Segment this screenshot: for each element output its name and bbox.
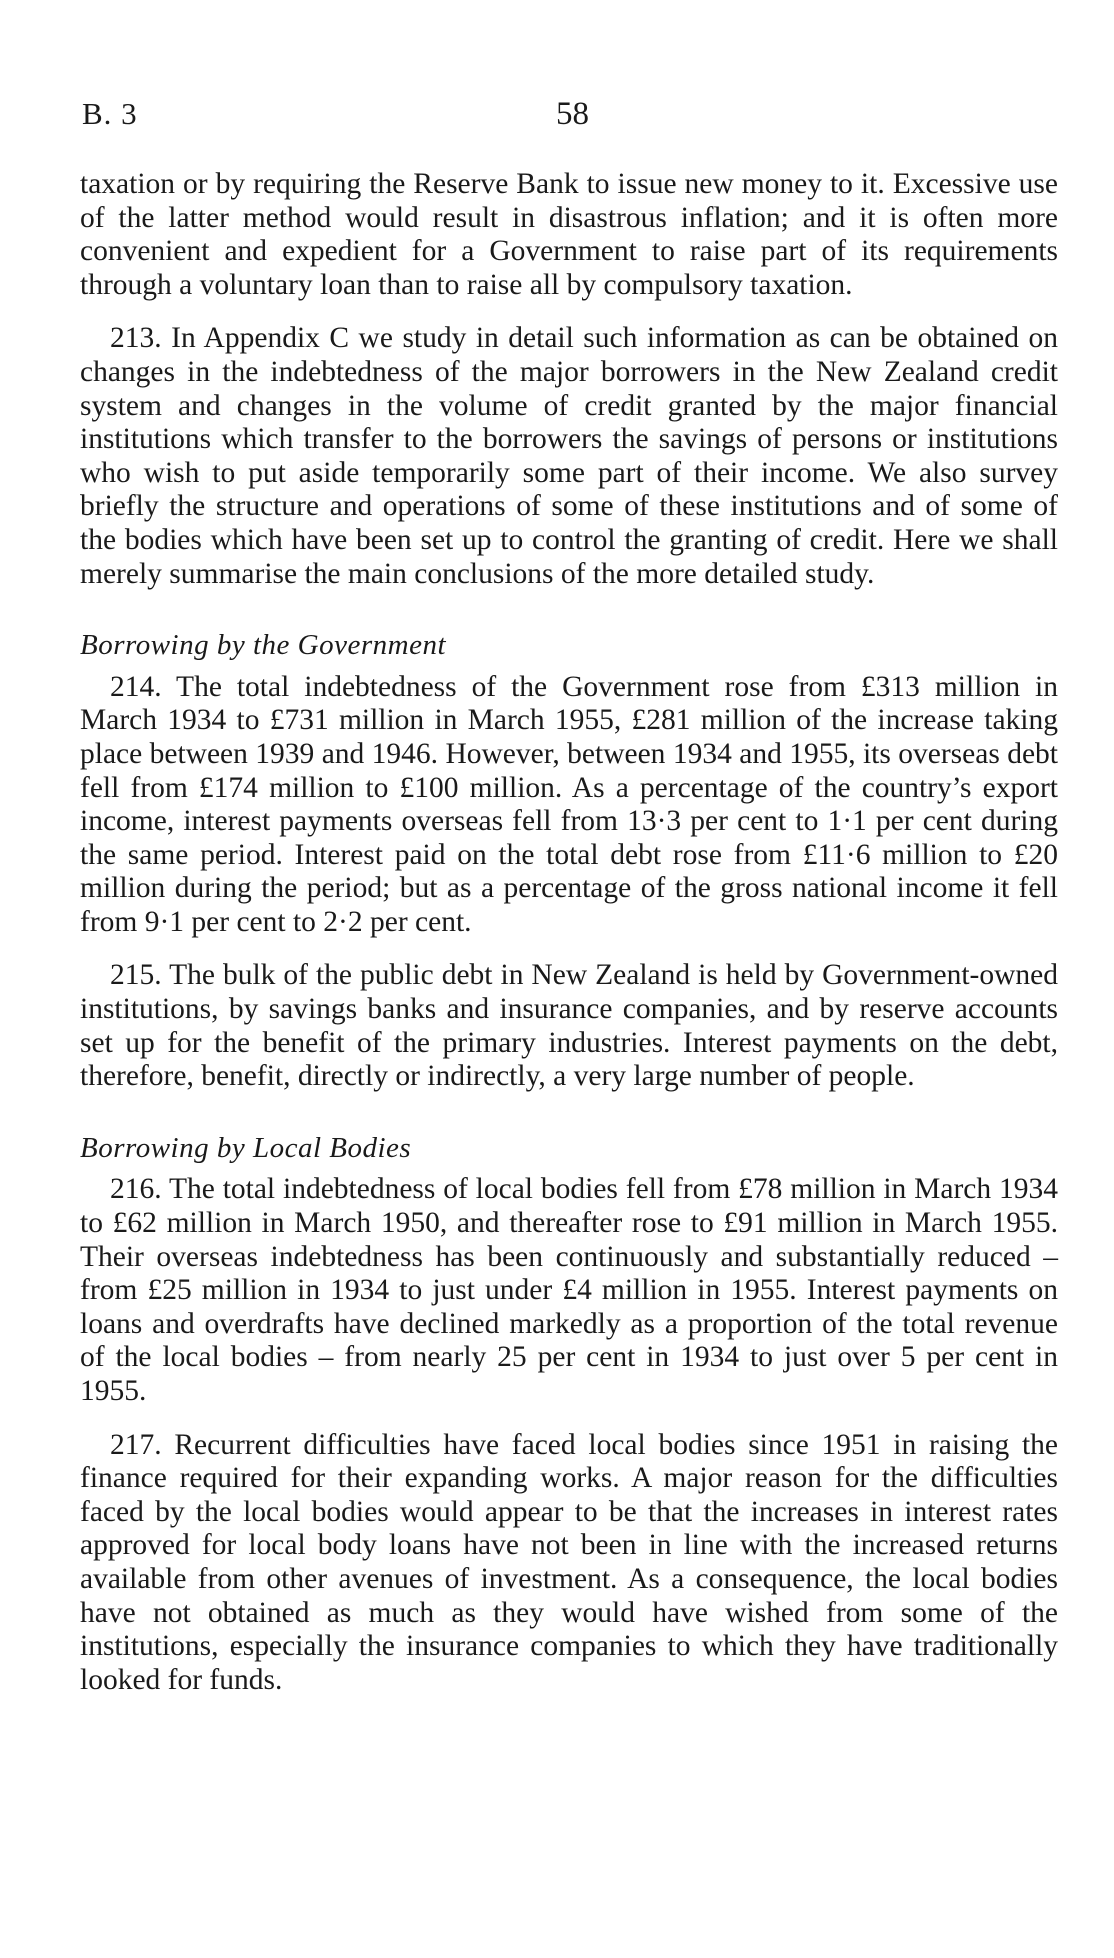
paragraph-number: 217.	[110, 1428, 162, 1461]
paragraph-text: taxation or by requiring the Reserve Bank to issue new money to it. Excessive use of the latter method would result in disastrous inflation; and it is often more convenient and expedient for a Government to raise part of its requirements through a voluntary loan than to raise all by compulsory taxation.	[80, 168, 1058, 301]
document-reference: B. 3	[82, 96, 138, 131]
paragraph-number: 213.	[110, 322, 162, 355]
paragraph-214	[80, 671, 1058, 940]
paragraph-text: The bulk of the public debt in New Zealand is held by Government-owned institutions, by savings banks and insurance companies, and by reserve accounts set up for the benefit of the primary industries. Interest payments on the debt, therefore, benefit, directly or indirectly, a very large number of people.	[80, 959, 1058, 1093]
paragraph-215	[80, 959, 1058, 1093]
running-head	[82, 96, 1062, 140]
paragraph-text: Recurrent difficulties have faced local bodies since 1951 in raising the finance required for their expanding works. A major reason for the difficulties faced by the local bodies would appear to be that the increases in interest rates approved for local body loans have not been in line with the increased returns available from other avenues of investment. As a consequence, the local bodies have not obtained as much as they would have wished from some of the institutions, especially the insurance companies to which they have traditionally looked for funds.	[80, 1428, 1059, 1696]
paragraph-number: 216.	[110, 1173, 162, 1206]
page-number: 58	[556, 96, 589, 132]
paragraph-217	[80, 1429, 1058, 1698]
continuation-paragraph	[80, 168, 1058, 302]
paragraph-text: The total indebtedness of the Government rose from £313 million in March 1934 to £731 million in March 1955, £281 million of the increase taking place between 1939 and 1946. However, between 1934 and 1955, its overseas debt fell from £174 million to £100 million. As a percentage of the country’s export income, interest payments overseas fell from 13·3 per cent to 1·1 per cent during the same period. Interest paid on the total debt rose from £11·6 million to £20 million during the period; but as a percentage of the gross national income it fell from 9·1 per cent to 2·2 per cent.	[80, 670, 1058, 938]
section-heading-local-bodies: Borrowing by Local Bodies	[80, 1131, 412, 1164]
paragraph-213	[80, 322, 1058, 591]
paragraph-216	[80, 1173, 1058, 1408]
paragraph-text: In Appendix C we study in detail such information as can be obtained on changes in the indebtedness of the major borrowers in the New Zealand credit system and changes in the volume of credit granted by the major financial institutions which transfer to the borrowers the savings of persons or institutions who wish to put aside temporarily some part of their income. We also survey briefly the structure and operations of some of these institutions and of some of the bodies which have been set up to control the granting of credit. Here we shall merely summarise the main conclusions of the more detailed study.	[80, 322, 1059, 590]
paragraph-number: 214.	[110, 670, 162, 703]
body-text	[80, 168, 1058, 1717]
section-heading-government: Borrowing by the Government	[80, 629, 447, 662]
paragraph-text: The total indebtedness of local bodies fell from £78 million in March 1934 to £62 million in March 1950, and thereafter rose to £91 million in March 1955. Their overseas indebtedness has been continuously and substantially reduced – from £25 million in 1934 to just under £4 million in 1955. Interest payments on loans and overdrafts have declined markedly as a proportion of the total revenue of the local bodies – from nearly 25 per cent in 1934 to just over 5 per cent in 1955.	[80, 1173, 1059, 1407]
paragraph-number: 215.	[110, 959, 162, 992]
